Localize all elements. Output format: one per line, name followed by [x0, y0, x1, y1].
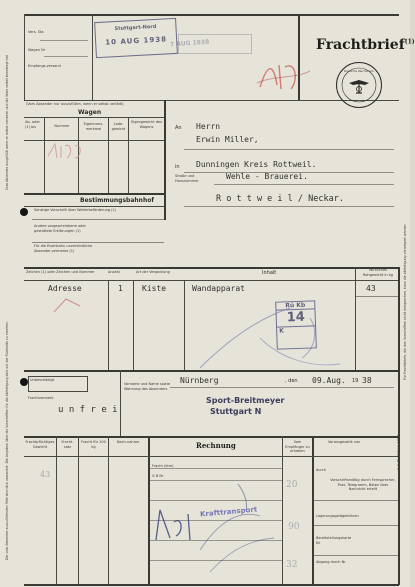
- bestimmung-title: Bestimmungsbahnhof: [80, 197, 154, 204]
- left-margin-text-top: Vom Absender ausgefüllt wenn er selbst verladen und die Ware selbst beantragt hat: [5, 55, 9, 190]
- bestimmung-opt1: Sonstige Vorschrift über Weiterbeförderung (1): [34, 208, 117, 212]
- weight-handwritten-4: 32: [286, 560, 298, 570]
- sender-label: Vorname und Name sowie Wohnung des Absenders: [124, 382, 170, 391]
- goods-weight: 43: [366, 284, 376, 293]
- goods-header-count: Anzahl: [108, 270, 120, 274]
- an-label: An: [175, 125, 182, 131]
- goods-header-pack: Art der Verpackung: [136, 270, 170, 274]
- wagen-col-5: Eigengewicht des Wagens: [131, 120, 162, 129]
- recipient-city: Dunningen Kreis Rottweil.: [196, 160, 317, 169]
- wagen-col-1: Ab- oder (1) bis: [25, 120, 40, 129]
- recipient-salutation: Herrn: [196, 122, 221, 131]
- abgang-label: Abgang durch Nr: [316, 560, 346, 564]
- rukb-stamp-num: 14: [276, 309, 315, 327]
- rechnung-col-fracht: Fracht für 100 kg: [81, 440, 106, 449]
- bereit-label: Bereitstellungskarte Nr: [316, 536, 352, 545]
- goods-scribbles: [190, 298, 350, 378]
- remark-label: Unbeschädigt: [30, 378, 55, 382]
- goods-header-inhalt: Inhalt: [262, 270, 277, 276]
- sender-company: Sport-Breitmeyer: [206, 396, 285, 405]
- goods-mark: Adresse: [48, 284, 82, 293]
- sender-date: 09.Aug.: [312, 376, 346, 385]
- weight-handwritten-1: 43: [40, 470, 51, 479]
- dispatch-stamp-date: 10 AUG 1938: [105, 35, 168, 47]
- document-title-text: Frachtbrief: [316, 37, 405, 53]
- goods-header-marks: Zeichen (1) oder Zeichen und Nummer: [26, 270, 95, 274]
- dispatch-stamp: [94, 18, 178, 58]
- bestimmung-opt3: Für die Eisenbahn unverbindliche Absender-vermerke (1): [34, 244, 93, 253]
- freight-value: u n f r e i: [58, 405, 118, 415]
- rechnung-col-rate: Fracht-satz: [61, 440, 74, 449]
- destination-station: R o t t w e i l / Neckar.: [216, 194, 344, 204]
- right-margin-text: Für Frachtbriefe, die den Vorschriften nicht entsprechen, kann die Abfertigung verweigert werden.: [403, 223, 407, 380]
- goods-red-mark: [52, 296, 82, 316]
- form-code: A. G. M. 8525 (1) 7 Nr 1: [396, 434, 400, 470]
- punch-hole-bottom: [20, 378, 28, 386]
- goods-packaging: Kiste: [142, 284, 167, 293]
- rechnung-col-weight: Frachtpflichtiges Gewicht: [25, 440, 55, 449]
- top-faint-date: 7 AUG 1938: [169, 38, 210, 49]
- wagen-col-4: Lade-gewicht: [111, 122, 126, 131]
- date-prefix: , den: [285, 378, 298, 384]
- gb-label: G B Nr: [152, 474, 164, 478]
- reichsbahn-seal: [336, 62, 382, 108]
- wagen-col-3: Eigentums-merkmal: [83, 122, 104, 131]
- dispatch-stamp-text: Stuttgart-Nord: [114, 23, 157, 33]
- wagen-title: Wagen: [78, 109, 102, 116]
- goods-header-weight: Wirkliches Rohgewicht in kg: [362, 268, 394, 277]
- document-title-suffix: (1): [404, 38, 415, 46]
- transport-stamp: Krafttransport: [199, 505, 258, 519]
- recipient-street: Wehle - Brauerei.: [226, 172, 308, 181]
- rukb-stamp-top: Rü Kb: [276, 301, 314, 310]
- goods-content: Wandapparat: [192, 284, 245, 293]
- weight-handwritten-2: 20: [286, 480, 298, 490]
- remark-box: [28, 376, 88, 392]
- fracht-label: Fracht (ktm): [152, 464, 174, 468]
- bestimmung-opt2: Andere vorgeschriebene oder gestattete Erklärungen (1): [34, 224, 86, 233]
- station-label: Vers. Sta: [28, 30, 44, 34]
- document-title: [316, 37, 415, 53]
- goods-count: 1: [118, 284, 123, 293]
- left-margin-text-bottom: Die vom Absender auszufüllenden Teile sind dick umrandet. Die Angaben über die Vorschriften für die Abfertigung sind auf der Rückseite zu ersehen.: [5, 321, 9, 560]
- faint-top-stamp: [178, 34, 252, 54]
- rechnung-handwriting: [150, 480, 280, 580]
- rukb-stamp-letter: K: [279, 327, 284, 335]
- durch-label: durch: [316, 468, 326, 472]
- year-prefix: 19: [352, 378, 359, 384]
- sender-place: Nürnberg: [180, 376, 219, 385]
- lager-label: Lagerungsgeldgebühren: [316, 514, 359, 518]
- wagen-note: (Vom Absender nur auszufüllen, wenn er selbst verlädt): [26, 102, 124, 106]
- freight-label: Frachtvermerk: [28, 396, 54, 400]
- notice-note: Vorschriftsmäßig durch Fernsprecher, Post, Telegramm, Boten über Nachricht erteilt: [330, 478, 396, 491]
- seal-text: Deutsche Reichsbahn: [343, 69, 375, 73]
- in-label: in: [175, 164, 180, 170]
- recipient-name: Erwin Miller,: [196, 135, 259, 144]
- wagen-handwriting: [45, 140, 105, 162]
- weight-handwritten-3: 90: [288, 522, 300, 532]
- voraus-label: Vorausgezahlt von: [328, 440, 361, 444]
- sender-company-city: Stuttgart N: [210, 407, 262, 416]
- rechnung-title: Rechnung: [196, 441, 236, 450]
- wagon-label: Wagen Nr: [28, 48, 46, 52]
- wagen-col-2: Nummer: [54, 124, 70, 128]
- receiving-label: Empfangs-versand: [28, 64, 61, 68]
- street-label: Straße und Hausnummer: [175, 174, 199, 183]
- rechnung-col-nachnahme: Nach-nahme: [116, 440, 140, 444]
- punch-hole-top: [20, 208, 28, 216]
- sender-year: 38: [362, 376, 372, 385]
- nachnahme-label: Vom Empfänger zu erheben: [285, 440, 310, 453]
